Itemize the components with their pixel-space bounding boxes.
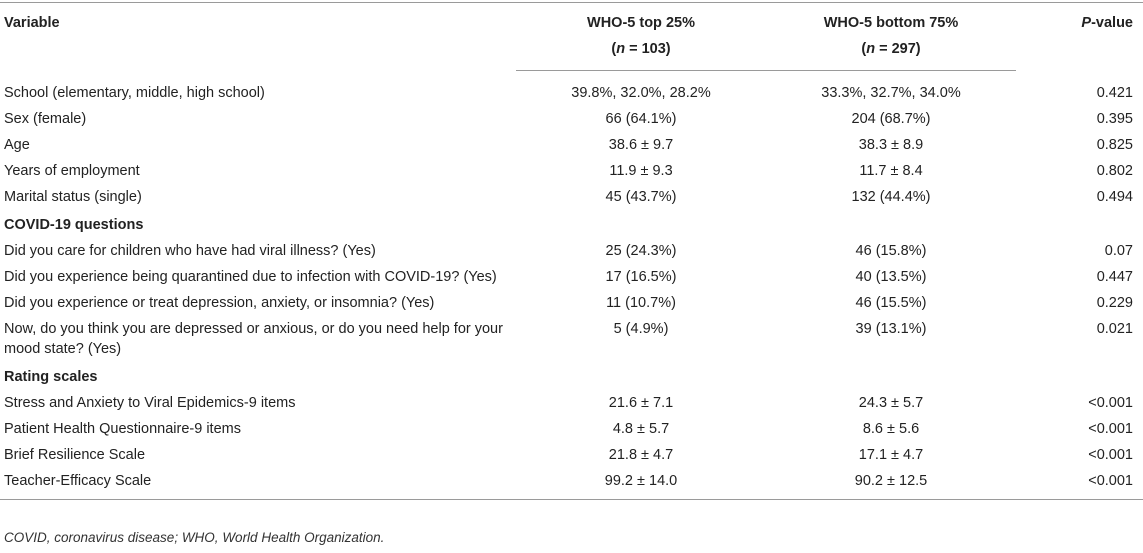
row-label: Now, do you think you are depressed or anxious, or do you need help for your mood state? (Yes) (4, 320, 503, 357)
table-body (0, 71, 1143, 500)
table-row (0, 316, 1143, 362)
row-label: Sex (female) (4, 110, 87, 127)
table-header (0, 3, 1143, 71)
row-bottom-value: 204 (68.7%) (851, 110, 931, 127)
row-bottom-value: 40 (13.5%) (855, 268, 927, 285)
row-bottom-value: 46 (15.8%) (855, 242, 927, 259)
row-label: Years of employment (4, 162, 140, 179)
table-row (0, 442, 1143, 468)
header-who5-bottom-n: (n = 297) (766, 36, 1016, 71)
table-row (0, 71, 1143, 106)
row-p-value: <0.001 (1016, 468, 1143, 500)
row-p-value: 0.494 (1096, 188, 1133, 205)
row-p-value: <0.001 (1088, 446, 1133, 463)
row-p-value: 0.825 (1096, 136, 1133, 153)
row-label: School (elementary, middle, high school) (4, 84, 265, 101)
header-who5-bottom: WHO-5 bottom 75% (766, 3, 1016, 37)
header-bottom-n-value: 297 (891, 41, 916, 57)
row-bottom-value: 11.7 ± 8.4 (859, 162, 923, 179)
header-who5-top: WHO-5 top 25% (516, 3, 766, 37)
section-header-rating-scales (0, 362, 1143, 390)
row-bottom-value: 33.3%, 32.7%, 34.0% (821, 85, 961, 101)
comparison-table (0, 2, 1143, 500)
row-top-value: 21.8 ± 4.7 (608, 446, 674, 463)
table-row (0, 132, 1143, 158)
row-bottom-value: 24.3 ± 5.7 (858, 394, 924, 411)
row-top-value: 17 (16.5%) (605, 268, 677, 285)
row-label: Stress and Anxiety to Viral Epidemics-9 items (4, 394, 296, 411)
row-p-value: 0.229 (1096, 294, 1133, 311)
row-bottom-value: 132 (44.4%) (851, 188, 931, 205)
table-row (0, 290, 1143, 316)
header-variable: Variable (0, 3, 516, 71)
row-p-value: <0.001 (1088, 420, 1133, 437)
table-row (0, 106, 1143, 132)
row-top-value: 66 (64.1%) (605, 110, 677, 127)
row-bottom-value: 39 (13.1%) (855, 320, 927, 337)
section-title: COVID-19 questions (4, 216, 144, 233)
table-row (0, 468, 1143, 500)
table-row (0, 184, 1143, 210)
row-bottom-value: 46 (15.5%) (855, 294, 927, 311)
row-label: Marital status (single) (4, 188, 142, 205)
row-bottom-value: 17.1 ± 4.7 (858, 446, 924, 463)
header-top-n-label: n (616, 41, 626, 57)
row-top-value: 5 (4.9%) (613, 320, 669, 337)
row-bottom-value: 38.3 ± 8.9 (858, 136, 924, 153)
row-p-value: 0.395 (1096, 110, 1133, 127)
table-row (0, 158, 1143, 184)
header-who5-top-n: (n = 103) (516, 36, 766, 71)
row-label: Did you experience being quarantined due to infection with COVID-19? (Yes) (4, 268, 497, 285)
row-top-value: 39.8%, 32.0%, 28.2% (571, 85, 711, 101)
row-top-value: 21.6 ± 7.1 (608, 394, 674, 411)
row-top-value: 38.6 ± 9.7 (608, 136, 674, 153)
row-top-value: 4.8 ± 5.7 (612, 420, 670, 437)
section-header-covid (0, 210, 1143, 238)
row-p-value: 0.07 (1104, 242, 1133, 259)
row-label: Did you care for children who have had viral illness? (Yes) (4, 242, 376, 259)
table-row (0, 390, 1143, 416)
row-top-value: 11.9 ± 9.3 (609, 162, 673, 179)
header-top-n-value: 103 (641, 41, 666, 57)
header-bottom-n-label: n (866, 41, 876, 57)
row-p-value: 0.802 (1096, 162, 1133, 179)
row-p-value: 0.421 (1096, 84, 1133, 101)
row-label: Teacher-Efficacy Scale (0, 468, 516, 500)
header-p-value (1016, 3, 1143, 71)
row-top-value: 11 (10.7%) (606, 294, 676, 311)
header-p-rest: -value (1091, 15, 1133, 31)
row-label: Brief Resilience Scale (4, 446, 146, 463)
table-row (0, 264, 1143, 290)
row-p-value: 0.021 (1096, 320, 1133, 337)
row-label: Patient Health Questionnaire-9 items (4, 420, 241, 437)
header-p-italic: P (1081, 15, 1092, 31)
row-label: Did you experience or treat depression, anxiety, or insomnia? (Yes) (4, 294, 435, 311)
table-row (0, 238, 1143, 264)
row-label: Age (4, 136, 30, 153)
table-row (0, 416, 1143, 442)
row-p-value: 0.447 (1096, 268, 1133, 285)
row-p-value: <0.001 (1088, 394, 1133, 411)
row-top-value: 99.2 ± 14.0 (516, 468, 766, 500)
table-footnote: COVID, coronavirus disease; WHO, World Health Organization. (4, 530, 385, 545)
row-top-value: 45 (43.7%) (605, 188, 677, 205)
section-title: Rating scales (4, 368, 98, 385)
row-bottom-value: 90.2 ± 12.5 (766, 468, 1016, 500)
row-top-value: 25 (24.3%) (605, 242, 677, 259)
row-bottom-value: 8.6 ± 5.6 (862, 420, 920, 437)
